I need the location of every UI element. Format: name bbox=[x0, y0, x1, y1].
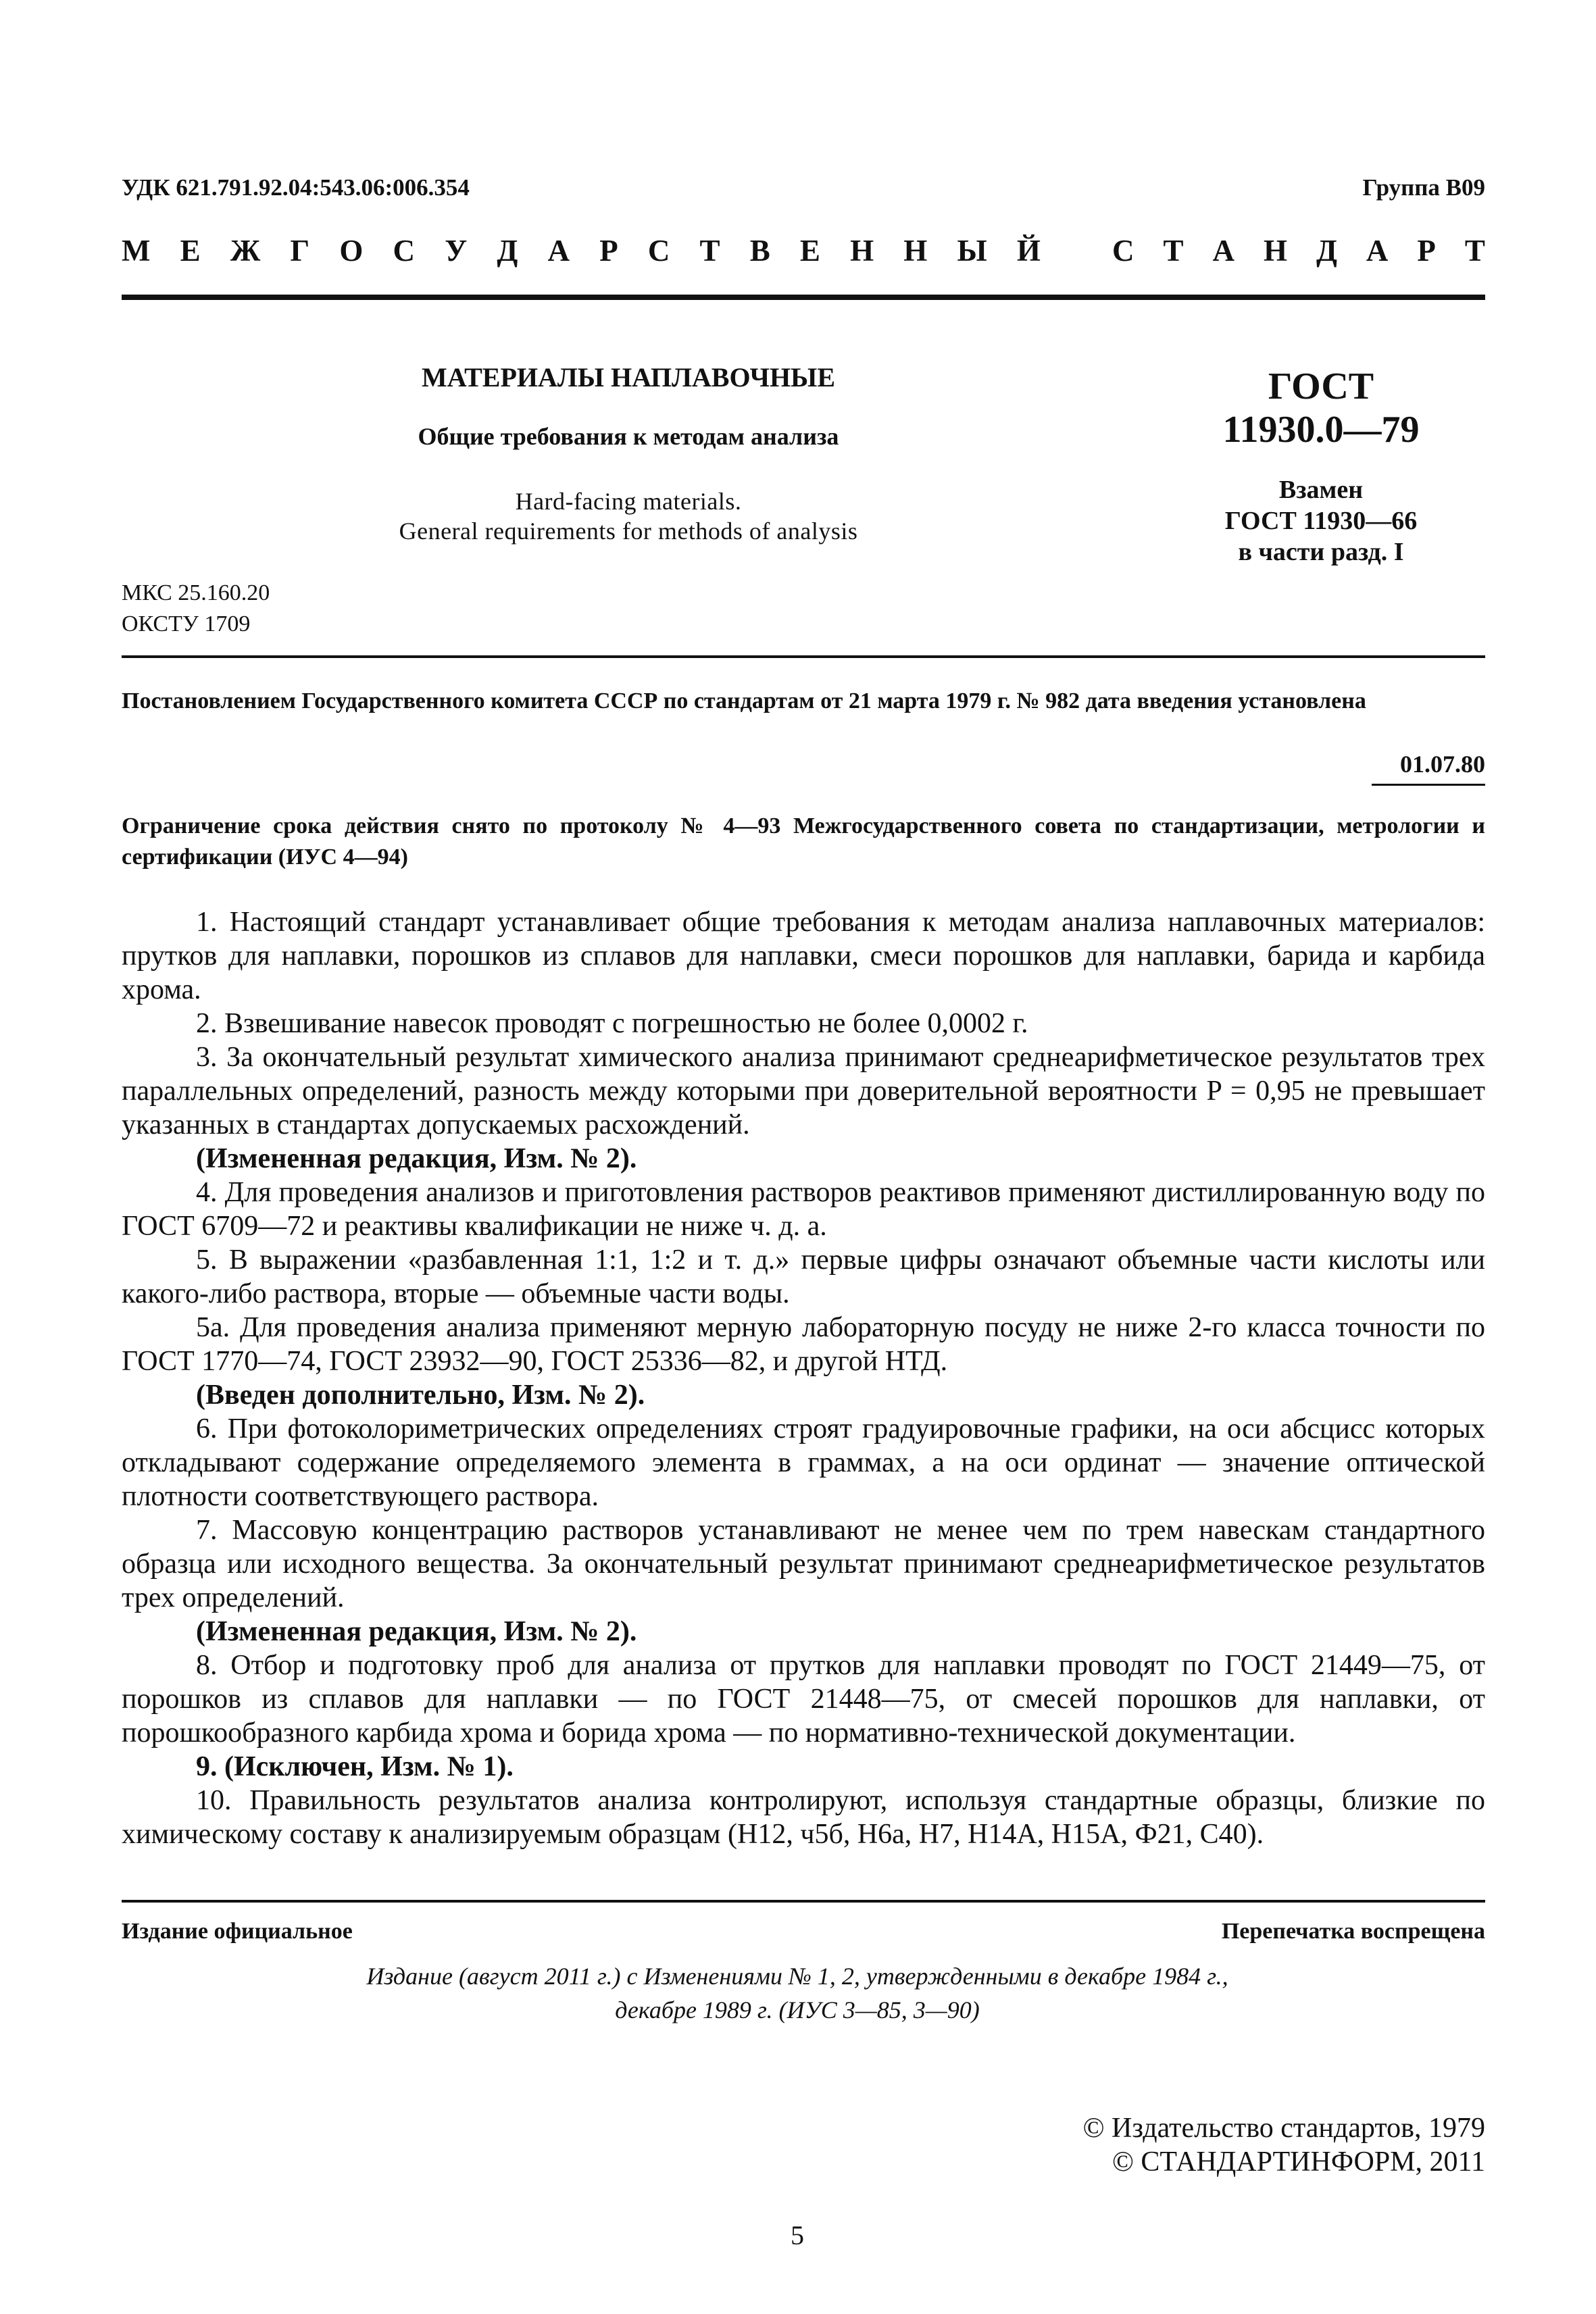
clauses-body bbox=[122, 905, 1485, 1851]
clause-paragraph: 5а. Для проведения анализа применяют мерную лабораторную посуду не ниже 2-го класса точности по ГОСТ 1770—74, ГОСТ 23932—90, ГОСТ 25336—82, и другой НТД. bbox=[122, 1312, 1485, 1377]
amendment-note: (Измененная редакция, Изм. № 2). bbox=[196, 1616, 637, 1647]
okstu-code: ОКСТУ 1709 bbox=[122, 611, 251, 636]
heading-letter: А bbox=[1366, 234, 1389, 268]
edition-line1: Издание (август 2011 г.) с Изменениями № 1, 2, утвержденными в декабре 1984 г., bbox=[366, 1963, 1228, 1990]
heading-letter: В bbox=[749, 234, 770, 268]
clause-paragraph: 4. Для проведения анализов и приготовления растворов реактивов применяют дистиллированную воду по ГОСТ 6709—72 и реактивы квалификации не ниже ч. д. а. bbox=[122, 1177, 1485, 1242]
clause-paragraph: 1. Настоящий стандарт устанавливает общие требования к методам анализа наплавочных материалов: прутков для наплавки, порошков из сплавов для наплавки, смеси порошков для наплавки, барида и карбида хрома. bbox=[122, 907, 1485, 1005]
heading-letter: Д bbox=[1316, 234, 1337, 268]
amendment-note: (Измененная редакция, Изм. № 2). bbox=[196, 1143, 637, 1174]
official-edition-label: Издание официальное bbox=[122, 1919, 353, 1944]
standard-word bbox=[1112, 233, 1485, 268]
english-title bbox=[291, 486, 966, 546]
reprint-prohibited-label: Перепечатка воспрещена bbox=[1221, 1919, 1485, 1944]
heading-letter: Т bbox=[1163, 234, 1184, 268]
english-title-line2: General requirements for methods of analysis bbox=[399, 518, 858, 545]
interstate-word bbox=[122, 233, 1041, 268]
english-title-line1: Hard-facing materials. bbox=[515, 488, 742, 515]
footer-rule bbox=[122, 1900, 1485, 1903]
introduction-date: 01.07.80 bbox=[1400, 751, 1485, 778]
copyright-block bbox=[878, 2111, 1485, 2179]
heading-letter: Е bbox=[799, 234, 820, 268]
amendment-note: (Введен дополнительно, Изм. № 2). bbox=[196, 1380, 645, 1411]
heading-letter: Г bbox=[290, 234, 310, 268]
replaces-label: Взамен bbox=[1278, 476, 1364, 504]
date-underline bbox=[1372, 784, 1485, 786]
heading-letter: А bbox=[547, 234, 570, 268]
clause-paragraph: 6. При фотоколориметрических определениях строят градуировочные графики, на оси абсцисс которых откладывают содержание определяемого элемента в граммах, а на оси ординат — значение оптической плотности соответствующего раствора. bbox=[122, 1413, 1485, 1512]
replaces-part: в части разд. I bbox=[1238, 538, 1404, 566]
heading-letter: Д bbox=[497, 234, 518, 268]
document-subtitle: Общие требования к методам анализа bbox=[418, 423, 839, 450]
decree-text: Постановлением Государственного комитета СССР по стандартам от 21 марта 1979 г. № 982 дата введения установлена bbox=[122, 688, 1366, 713]
mks-code: МКС 25.160.20 bbox=[122, 580, 270, 605]
copyright-line1: © Издательство стандартов, 1979 bbox=[1082, 2113, 1485, 2144]
heading-letter: С bbox=[647, 234, 670, 268]
heading-letter: Н bbox=[903, 234, 928, 268]
udk-code: УДК 621.791.92.04:543.06:006.354 bbox=[122, 174, 470, 201]
page-number: 5 bbox=[791, 2220, 804, 2250]
clause-paragraph: 5. В выражении «разбавленная 1:1, 1:2 и т. д.» первые цифры означают объемные части кислоты или какого-либо раствора, вторые — объемные части воды. bbox=[122, 1244, 1485, 1309]
header-rule bbox=[122, 295, 1485, 300]
edition-note bbox=[257, 1959, 1338, 2027]
clause-paragraph: 7. Массовую концентрацию растворов устанавливают не менее чем по трем навескам стандартного образца или исходного вещества. За окончательный результат принимают среднеарифметическое результатов трех определений. bbox=[122, 1515, 1485, 1613]
heading-letter: А bbox=[1212, 234, 1235, 268]
clause-paragraph: 8. Отбор и подготовку проб для анализа от прутков для наплавки проводят по ГОСТ 21449—75, от порошков из сплавов для наплавки — по ГОСТ 21448—75, от смесей порошков для наплавки, от порошкообразного карбида хрома и борида хрома — по нормативно-технической документации. bbox=[122, 1650, 1485, 1749]
copyright-line2: © СТАНДАРТИНФОРМ, 2011 bbox=[1112, 2146, 1485, 2178]
amendment-note: 9. (Исключен, Изм. № 1). bbox=[196, 1751, 514, 1782]
clause-paragraph: 3. За окончательный результат химического анализа принимают среднеарифметическое результатов трех параллельных определений, разность между которыми при доверительной вероятности P = 0,95 не превышает указанных в стандартах допускаемых расхождений. bbox=[122, 1042, 1485, 1140]
edition-line2: декабре 1989 г. (ИУС 3—85, 3—90) bbox=[615, 1996, 980, 2023]
heading-letter: Ж bbox=[230, 234, 261, 268]
title-rule bbox=[122, 655, 1485, 658]
clause-paragraph: 10. Правильность результатов анализа контролируют, используя стандартные образцы, близкие по химическому составу к анализируемым образцам (Н12, ч5б, Н6а, Н7, Н14А, Н15А, Ф21, С40). bbox=[122, 1785, 1485, 1850]
heading-letter: Й bbox=[1016, 234, 1041, 268]
classification-codes bbox=[122, 578, 270, 640]
interstate-standard-heading bbox=[122, 233, 1485, 268]
gost-label: ГОСТ bbox=[1268, 366, 1374, 407]
document-title: МАТЕРИАЛЫ НАПЛАВОЧНЫЕ bbox=[421, 362, 836, 393]
heading-letter: О bbox=[339, 234, 364, 268]
heading-letter: У bbox=[445, 234, 468, 268]
heading-letter: Т bbox=[1464, 234, 1485, 268]
group-code: Группа В09 bbox=[1362, 174, 1485, 201]
heading-letter: Т bbox=[699, 234, 720, 268]
replaces-number: ГОСТ 11930—66 bbox=[1224, 507, 1418, 535]
gost-designation bbox=[1176, 365, 1466, 568]
heading-letter: С bbox=[1112, 234, 1134, 268]
gost-number: 11930.0—79 bbox=[1222, 409, 1420, 451]
heading-letter: Р bbox=[1417, 234, 1436, 268]
heading-letter: Н bbox=[1263, 234, 1287, 268]
heading-letter: Е bbox=[180, 234, 201, 268]
restriction-text: Ограничение срока действия снято по протоколу № 4—93 Межгосударственного совета по стандартизации, метрологии и сертификации (ИУС 4—94) bbox=[122, 813, 1485, 870]
heading-letter: Н bbox=[850, 234, 874, 268]
heading-letter: Ы bbox=[957, 234, 987, 268]
heading-letter: С bbox=[393, 234, 416, 268]
header-row bbox=[122, 174, 1485, 201]
clause-paragraph: 2. Взвешивание навесок проводят с погрешностью не более 0,0002 г. bbox=[196, 1008, 1028, 1039]
heading-letter: М bbox=[122, 234, 151, 268]
heading-letter: Р bbox=[599, 234, 618, 268]
